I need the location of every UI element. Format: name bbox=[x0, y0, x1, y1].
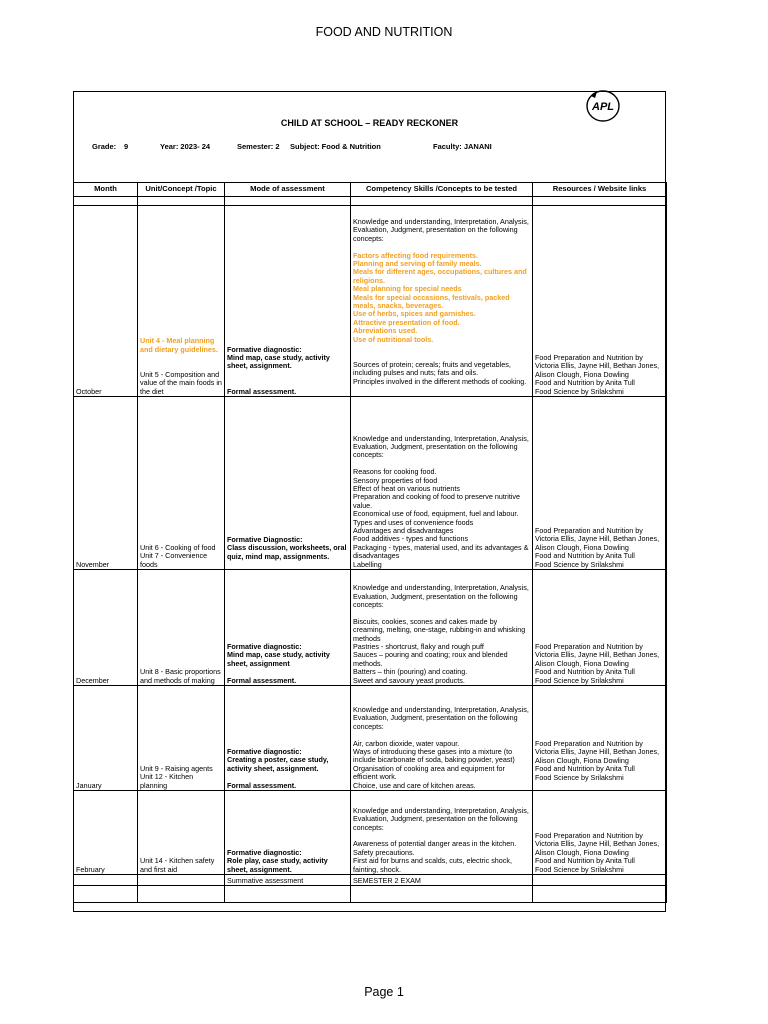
skills-item-2: Sauces – pouring and coating; roux and blended methods. bbox=[353, 650, 508, 668]
mode-body: Creating a poster, case study, activity sheet, assignment. bbox=[227, 755, 329, 773]
resource-0: Food Preparation and Nutrition by Victoria Ellis, Jayne Hill, Bethan Jones, Alison Clough, Fiona Dowling bbox=[535, 830, 660, 857]
faculty-info: Faculty: JANANI bbox=[433, 142, 492, 151]
resources-cell bbox=[533, 791, 667, 875]
mode-formal: Formal assessment. bbox=[227, 675, 297, 685]
mode-title: Formative diagnostic: bbox=[227, 746, 302, 756]
unit-cell: Unit 14 - Kitchen safety and first aid bbox=[138, 791, 225, 875]
month-cell: February bbox=[74, 791, 138, 875]
skills-item-0: Air, carbon dioxide, water vapour. bbox=[353, 738, 460, 748]
skills-intro: Knowledge and understanding, Interpretation, Analysis, Evaluation, Judgment, presentation on the following concepts: bbox=[353, 704, 529, 731]
skills-item-0: Awareness of potential danger areas in the kitchen. bbox=[353, 839, 517, 849]
col-mode: Mode of assessment bbox=[225, 183, 351, 197]
unit-text-b: Unit 7 - Convenience foods bbox=[140, 551, 208, 569]
logo-text: APL bbox=[592, 101, 614, 113]
ready-reckoner-sheet bbox=[73, 91, 666, 912]
resource-2: Food Science by Srilakshmi bbox=[535, 559, 624, 569]
resource-2: Food Science by Srilakshmi bbox=[535, 386, 624, 396]
skills-item-9: Labelling bbox=[353, 559, 382, 569]
skills-orange-5: Use of herbs, spices and garnishes. bbox=[353, 309, 476, 319]
skills-cell bbox=[351, 686, 533, 791]
skills-item-6: Advantages and disadvantages bbox=[353, 525, 454, 535]
mode-cell bbox=[225, 206, 351, 397]
skills-orange-4: Meals for special occasions, festivals, packed meals, snacks, beverages. bbox=[353, 292, 510, 311]
resource-1: Food and Nutrition by Anita Tull bbox=[535, 378, 635, 388]
skills-item-0: Biscuits, cookies, scones and cakes made by creaming, melting, one-stage, rubbing-in and whisking methods bbox=[353, 616, 526, 643]
unit-text-a: Unit 6 - Cooking of food bbox=[140, 542, 216, 552]
unit-cell bbox=[138, 397, 225, 570]
resource-2: Food Science by Srilakshmi bbox=[535, 772, 624, 782]
table-row-october bbox=[74, 206, 667, 397]
mode-body: Mind map, case study, activity sheet, assignment bbox=[227, 650, 330, 668]
skills-item-2: Effect of heat on various nutrients bbox=[353, 483, 460, 493]
mode-body: Class discussion, worksheets, oral quiz, mind map, assignments. bbox=[227, 543, 347, 561]
resources-cell bbox=[533, 686, 667, 791]
year-info: Year: 2023- 24 bbox=[160, 142, 211, 151]
skills-intro: Knowledge and understanding, Interpretation, Analysis, Evaluation, Judgment, presentation on the following concepts: bbox=[353, 805, 529, 832]
summative-skills: SEMESTER 2 EXAM bbox=[351, 875, 533, 886]
unit-text-a: Unit 9 - Raising agents bbox=[140, 763, 213, 773]
mode-formal: Formal assessment. bbox=[227, 386, 297, 396]
skills-intro: Knowledge and understanding, Interpretation, Analysis, Evaluation, Judgment, presentation on the following concepts: bbox=[353, 583, 529, 609]
mode-title: Formative diagnostic: bbox=[227, 344, 302, 354]
skills-item-3: Batters – thin (pouring) and coating. bbox=[353, 667, 468, 677]
skills-item-1: Ways of introducing these gases into a mixture (to include bicarbonate of soda, baking powder, yeast) bbox=[353, 746, 515, 765]
mode-body: Mind map, case study, activity sheet, assignment. bbox=[227, 353, 330, 371]
mode-body: Role play, case study, activity sheet, assignment. bbox=[227, 856, 328, 874]
skills-item-0: Sources of protein; cereals; fruits and vegetables, including pulses and nuts; fats and oils. bbox=[353, 359, 511, 378]
month-cell: October bbox=[74, 206, 138, 397]
skills-item-1: Sensory properties of food bbox=[353, 475, 438, 485]
skills-item-1: Pastries - shortcrust, flaky and rough puff bbox=[353, 641, 484, 651]
unit-cell: Unit 8 - Basic proportions and methods of making bbox=[138, 570, 225, 686]
resource-1: Food and Nutrition by Anita Tull bbox=[535, 856, 635, 866]
resources-cell bbox=[533, 206, 667, 397]
col-resources: Resources / Website links bbox=[533, 183, 667, 197]
skills-item-4: Sweet and savoury yeast products. bbox=[353, 675, 465, 685]
mode-cell bbox=[225, 570, 351, 686]
table-row-january bbox=[74, 686, 667, 791]
skills-orange-3: Meal planning for special needs bbox=[353, 284, 462, 294]
resource-0: Food Preparation and Nutrition by Victoria Ellis, Jayne Hill, Bethan Jones, Alison Clough, Fiona Dowling bbox=[535, 352, 660, 379]
col-skills: Competency Skills /Concepts to be tested bbox=[351, 183, 533, 197]
page-title: FOOD AND NUTRITION bbox=[315, 25, 453, 39]
skills-item-5: Types and uses of convenience foods bbox=[353, 517, 474, 527]
summative-mode: Summative assessment bbox=[225, 875, 351, 886]
resource-2: Food Science by Srilakshmi bbox=[535, 864, 624, 874]
unit-orange-text: Unit 4 - Meal planning and dietary guidelines. bbox=[140, 336, 218, 354]
empty-row bbox=[74, 886, 667, 903]
resource-1: Food and Nutrition by Anita Tull bbox=[535, 764, 635, 774]
resource-0: Food Preparation and Nutrition by Victoria Ellis, Jayne Hill, Bethan Jones, Alison Clough, Fiona Dowling bbox=[535, 525, 660, 552]
header-row bbox=[74, 183, 667, 197]
skills-cell bbox=[351, 206, 533, 397]
mode-title: Formative diagnostic: bbox=[227, 847, 302, 857]
unit-cell bbox=[138, 686, 225, 791]
month-cell: November bbox=[74, 397, 138, 570]
mode-title: Formative Diagnostic: bbox=[227, 534, 303, 544]
col-unit: Unit/Concept /Topic bbox=[138, 183, 225, 197]
skills-item-3: Preparation and cooking of food to preserve nutritive value. bbox=[353, 492, 521, 510]
skills-orange-6: Attractive presentation of food. bbox=[353, 317, 460, 327]
skills-item-3: Choice, use and care of kitchen areas. bbox=[353, 780, 476, 790]
table-row-november bbox=[74, 397, 667, 570]
skills-orange-1: Planning and serving of family meals. bbox=[353, 259, 482, 269]
resource-1: Food and Nutrition by Anita Tull bbox=[535, 667, 635, 677]
skills-orange-8: Use of nutritional tools. bbox=[353, 334, 434, 344]
semester-info: Semester: 2 bbox=[237, 142, 280, 151]
skills-intro: Knowledge and understanding, Interpretation, Analysis, Evaluation, Judgment, presentation on the following concepts: bbox=[353, 217, 529, 243]
unit-text: Unit 5 - Composition and value of the main foods in the diet bbox=[140, 369, 222, 396]
schedule-table bbox=[73, 182, 667, 903]
grade-value: 9 bbox=[124, 142, 129, 151]
resource-2: Food Science by Srilakshmi bbox=[535, 675, 624, 685]
skills-item-7: Food additives - types and functions bbox=[353, 534, 469, 544]
skills-cell bbox=[351, 791, 533, 875]
grade-label: Grade: bbox=[92, 142, 117, 151]
unit-text-b: Unit 12 - Kitchen planning bbox=[140, 772, 194, 790]
mode-cell bbox=[225, 686, 351, 791]
col-month: Month bbox=[74, 183, 138, 197]
skills-cell bbox=[351, 397, 533, 570]
mode-cell bbox=[225, 791, 351, 875]
page-number: Page 1 bbox=[364, 985, 404, 999]
mode-cell bbox=[225, 397, 351, 570]
spacer-row bbox=[74, 197, 667, 206]
skills-intro: Knowledge and understanding, Interpretation, Analysis, Evaluation, Judgment, presentation on the following concepts: bbox=[353, 433, 529, 460]
month-cell: December bbox=[74, 570, 138, 686]
resource-0: Food Preparation and Nutrition by Victoria Ellis, Jayne Hill, Bethan Jones, Alison Clough, Fiona Dowling bbox=[535, 641, 660, 668]
skills-item-2: First aid for burns and scalds, cuts, electric shock, fainting, shock. bbox=[353, 856, 512, 874]
month-cell: January bbox=[74, 686, 138, 791]
resource-0: Food Preparation and Nutrition by Victoria Ellis, Jayne Hill, Bethan Jones, Alison Clough, Fiona Dowling bbox=[535, 738, 660, 765]
skills-item-4: Economical use of food, equipment, fuel and labour. bbox=[353, 509, 519, 519]
unit-cell bbox=[138, 206, 225, 397]
skills-item-1: Safety precautions. bbox=[353, 847, 415, 857]
sheet-title: CHILD AT SCHOOL – READY RECKONER bbox=[280, 118, 459, 128]
table-row-february bbox=[74, 791, 667, 875]
skills-orange-2: Meals for different ages, occupations, cultures and religions. bbox=[353, 267, 527, 285]
skills-item-2: Organisation of cooking area and equipment for efficient work. bbox=[353, 763, 505, 782]
mode-title: Formative diagnostic: bbox=[227, 641, 302, 651]
subject-info: Subject: Food & Nutrition bbox=[290, 142, 381, 151]
skills-orange-7: Abreviations used. bbox=[353, 326, 418, 336]
skills-orange-0: Factors affecting food requirements. bbox=[353, 250, 479, 260]
resources-cell bbox=[533, 397, 667, 570]
table-row-summative bbox=[74, 875, 667, 886]
resource-1: Food and Nutrition by Anita Tull bbox=[535, 551, 635, 561]
skills-item-0: Reasons for cooking food. bbox=[353, 467, 437, 477]
table-row-december bbox=[74, 570, 667, 686]
skills-item-1: Principles involved in the different methods of cooking. bbox=[353, 376, 527, 386]
resources-cell bbox=[533, 570, 667, 686]
mode-formal: Formal assessment. bbox=[227, 780, 297, 790]
skills-item-8: Packaging - types, material used, and its advantages & disadvantages bbox=[353, 542, 529, 561]
skills-cell bbox=[351, 570, 533, 686]
